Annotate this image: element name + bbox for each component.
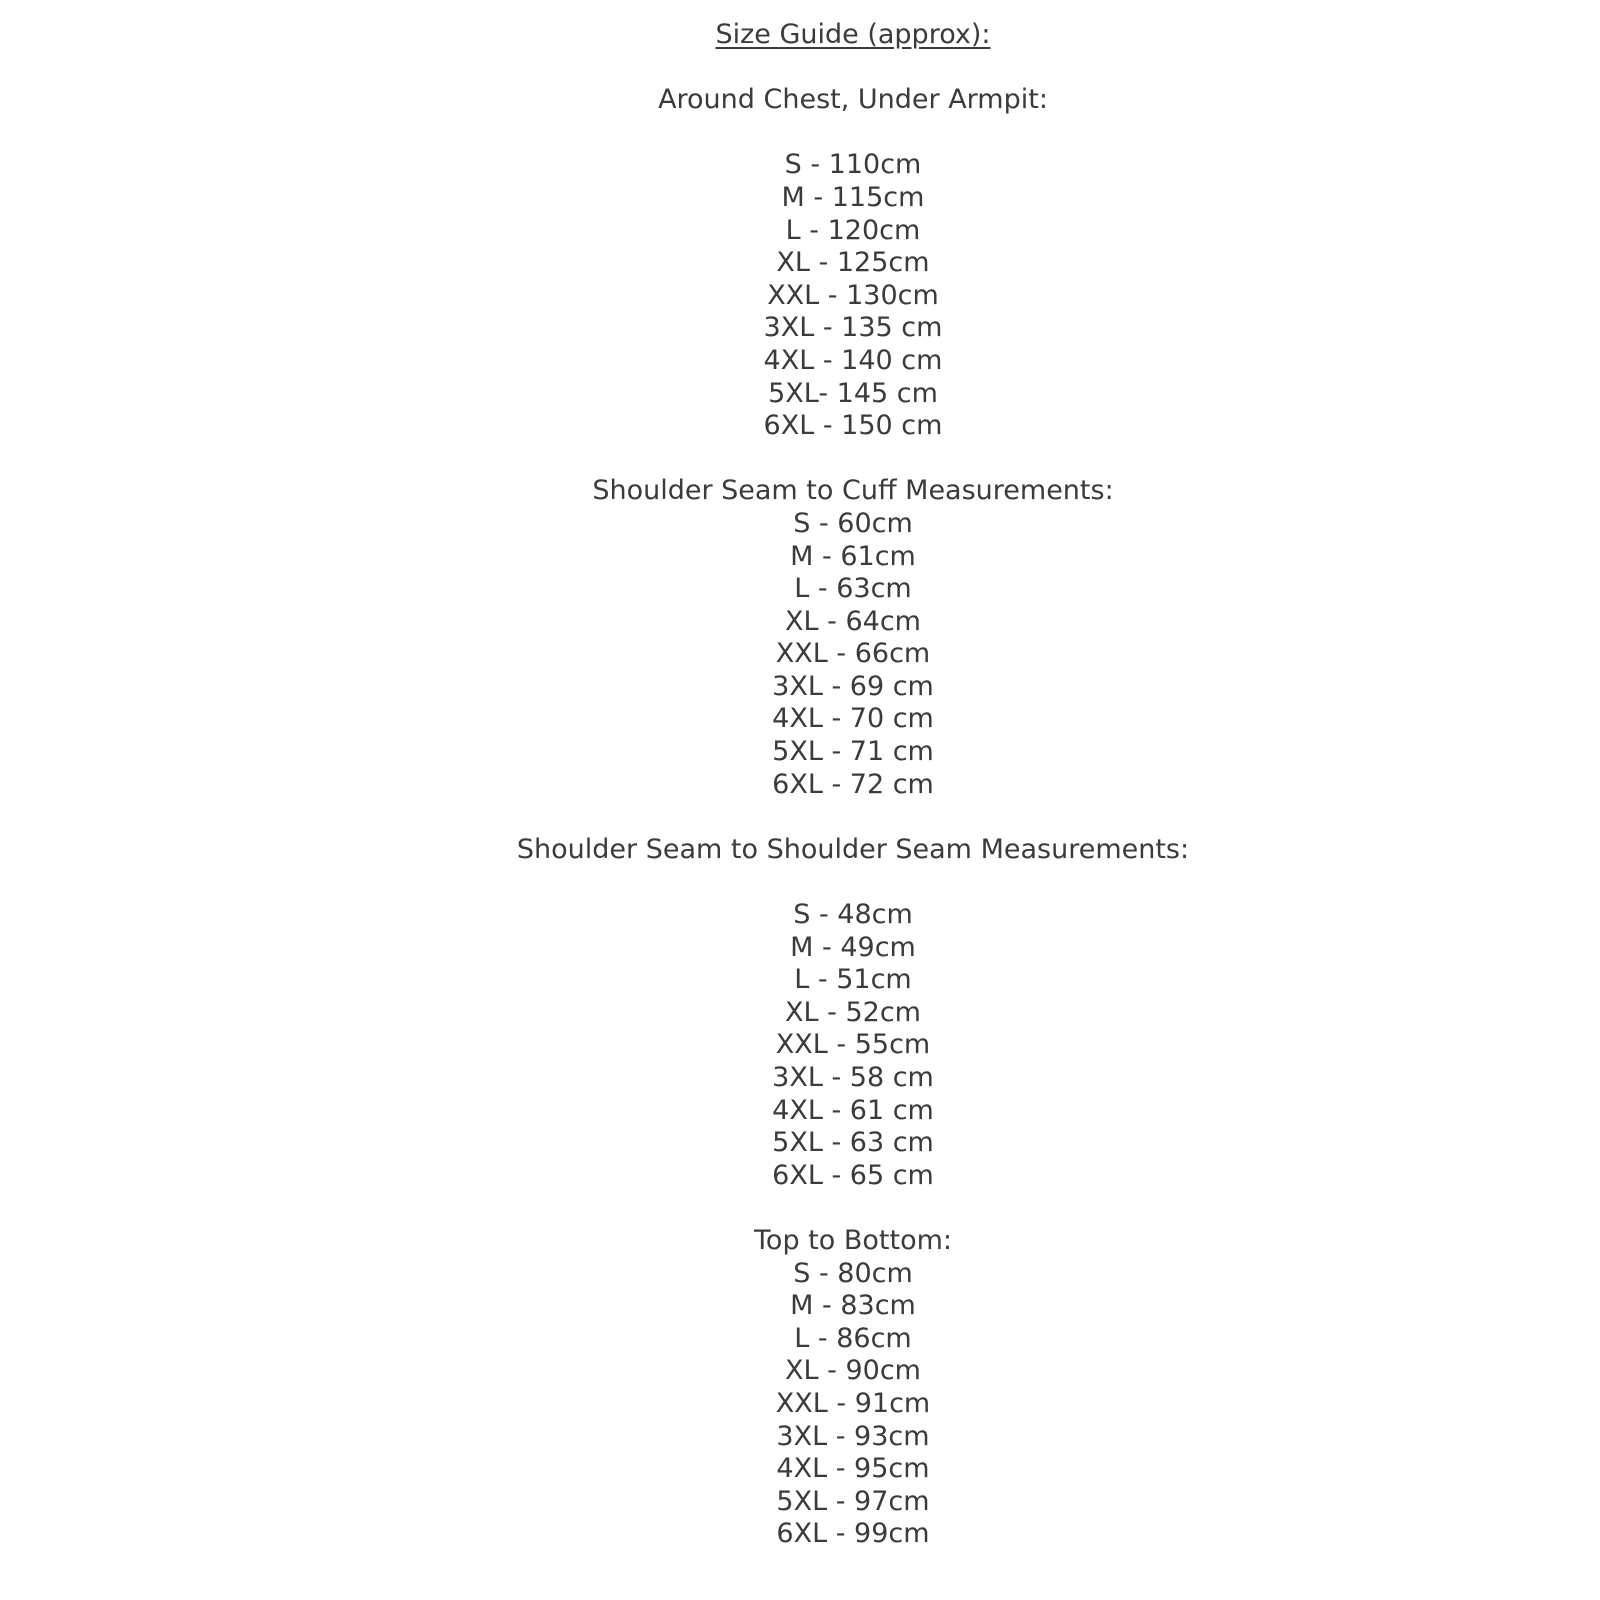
section-heading: Shoulder Seam to Shoulder Seam Measurements: xyxy=(516,833,1190,865)
size-row: S - 48cm xyxy=(793,899,913,931)
size-row: 4XL - 140 cm xyxy=(763,344,943,376)
blank-line xyxy=(53,866,1600,899)
size-row: XXL - 55cm xyxy=(775,1029,931,1061)
size-row: M - 61cm xyxy=(790,540,916,572)
size-row: 4XL - 95cm xyxy=(776,1453,930,1485)
size-row: 6XL - 99cm xyxy=(776,1518,930,1550)
size-row: 6XL - 150 cm xyxy=(763,410,943,442)
size-row: M - 115cm xyxy=(781,181,925,213)
size-row: 5XL - 97cm xyxy=(776,1485,930,1517)
size-guide xyxy=(53,19,1600,1551)
size-row: XXL - 130cm xyxy=(767,279,939,311)
blank-line xyxy=(53,52,1600,85)
section-heading: Shoulder Seam to Cuff Measurements: xyxy=(592,475,1114,507)
size-row: 3XL - 135 cm xyxy=(763,312,943,344)
size-row: L - 120cm xyxy=(785,214,921,246)
size-row: L - 86cm xyxy=(794,1322,912,1354)
page-title: Size Guide (approx): xyxy=(715,19,991,50)
size-row: S - 60cm xyxy=(793,507,913,539)
size-row: XL - 52cm xyxy=(785,996,921,1028)
size-row: 3XL - 69 cm xyxy=(772,670,934,702)
size-row: M - 83cm xyxy=(790,1290,916,1322)
size-guide-sections xyxy=(53,52,1600,1551)
size-row: 6XL - 72 cm xyxy=(772,768,934,800)
size-row: 5XL- 145 cm xyxy=(768,377,938,409)
size-row: 3XL - 93cm xyxy=(776,1420,930,1452)
size-row: XXL - 91cm xyxy=(775,1387,931,1419)
size-row: 3XL - 58 cm xyxy=(772,1062,934,1093)
size-row: 5XL - 63 cm xyxy=(772,1127,934,1159)
blank-line xyxy=(53,117,1600,150)
blank-line xyxy=(53,801,1600,834)
size-row: XL - 90cm xyxy=(785,1355,921,1387)
size-row: 5XL - 71 cm xyxy=(772,736,934,768)
size-row: 6XL - 65 cm xyxy=(772,1159,934,1191)
size-row: 4XL - 70 cm xyxy=(772,703,934,735)
size-row: L - 51cm xyxy=(794,964,912,996)
size-row: 4XL - 61 cm xyxy=(772,1094,934,1126)
size-row: XL - 64cm xyxy=(785,605,921,637)
size-row: S - 80cm xyxy=(793,1257,913,1289)
size-row: L - 63cm xyxy=(794,573,912,605)
size-row: XL - 125cm xyxy=(776,247,930,279)
size-row: M - 49cm xyxy=(790,931,916,963)
size-row: S - 110cm xyxy=(784,149,922,181)
section-heading: Top to Bottom: xyxy=(754,1224,952,1256)
blank-line xyxy=(53,443,1600,476)
blank-line xyxy=(53,1192,1600,1225)
section-heading: Around Chest, Under Armpit: xyxy=(658,84,1048,116)
size-row: XXL - 66cm xyxy=(775,638,931,670)
